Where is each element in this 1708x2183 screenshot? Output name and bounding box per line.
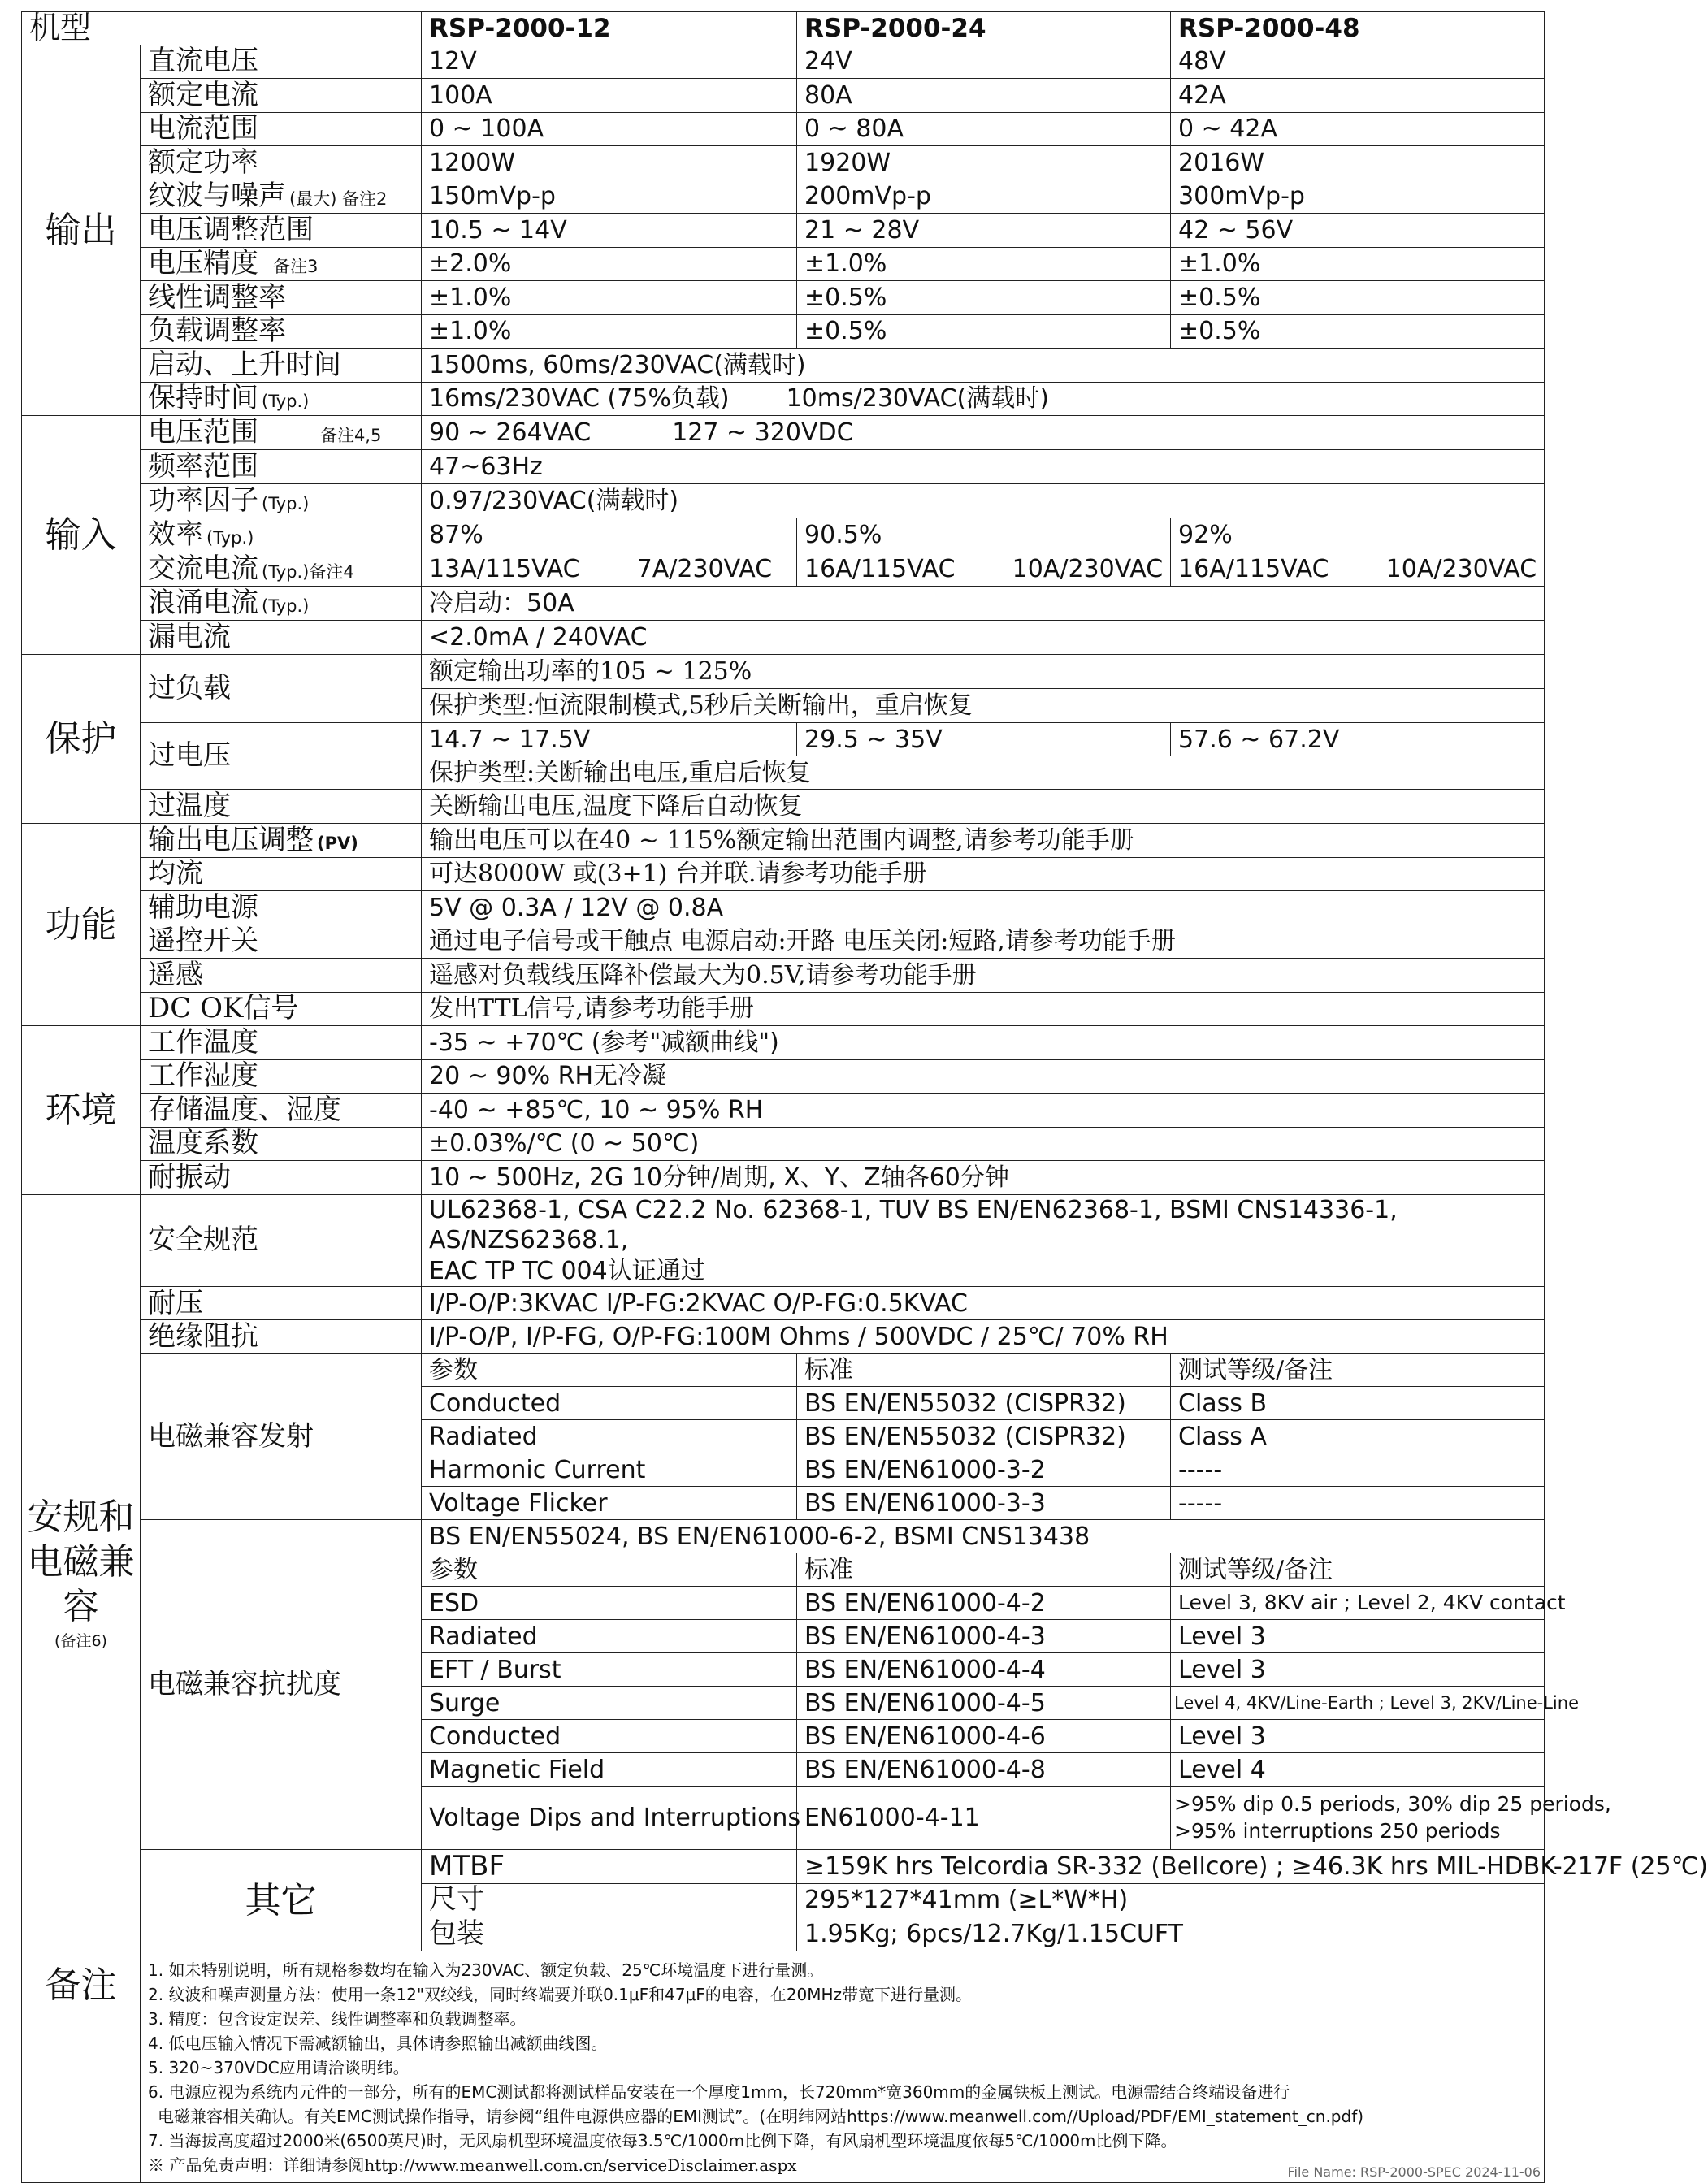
spec-value: 29.5 ~ 35V xyxy=(797,723,1171,756)
table-row xyxy=(22,180,1545,214)
column-header: 标准 xyxy=(797,1553,1171,1587)
emc-standard: BS EN/EN61000-4-8 xyxy=(797,1753,1171,1787)
note-tag: (Typ.) xyxy=(262,494,310,514)
table-row xyxy=(22,1194,1545,1287)
section-environment: 环境 xyxy=(22,1026,141,1195)
column-header: 参数 xyxy=(422,1553,797,1587)
spec-value: 1.95Kg; 6pcs/12.7Kg/1.15CUFT xyxy=(797,1917,1545,1951)
row-label: MTBF xyxy=(422,1850,797,1884)
row-label: 功率因子 (Typ.) xyxy=(141,484,422,518)
row-label: 工作温度 xyxy=(141,1026,422,1060)
notes-list xyxy=(141,1951,1545,2182)
note-tag: (Typ.) xyxy=(206,528,254,548)
table-row xyxy=(22,621,1545,655)
table-row xyxy=(22,112,1545,146)
row-label: 线性调整率 xyxy=(141,281,422,315)
table-row xyxy=(22,959,1545,993)
emc-param: Surge xyxy=(422,1687,797,1720)
emc-standard: BS EN/EN61000-3-3 xyxy=(797,1487,1171,1520)
emc-standard: BS EN/EN61000-4-5 xyxy=(797,1687,1171,1720)
spec-value: 47~63Hz xyxy=(422,450,1545,484)
spec-value: 遥感对负载线压降补偿最大为0.5V,请参考功能手册 xyxy=(422,959,1545,993)
spec-value: 14.7 ~ 17.5V xyxy=(422,723,797,756)
section-others: 其它 xyxy=(141,1850,422,1951)
spec-value: 90 ~ 264VAC 127 ~ 320VDC xyxy=(422,416,1545,450)
row-label: 过电压 xyxy=(141,723,422,790)
table-row xyxy=(22,484,1545,518)
row-label: 辅助电源 xyxy=(141,891,422,925)
spec-value: 10 ~ 500Hz, 2G 10分钟/周期, X、Y、Z轴各60分钟 xyxy=(422,1161,1545,1195)
spec-value: <2.0mA / 240VAC xyxy=(422,621,1545,655)
spec-value: 20 ~ 90% RH无冷凝 xyxy=(422,1059,1545,1094)
row-label: 耐振动 xyxy=(141,1161,422,1195)
table-row xyxy=(22,992,1545,1026)
spec-value: I/P-O/P, I/P-FG, O/P-FG:100M Ohms / 500VDC / 25℃/ 70% RH xyxy=(422,1320,1545,1354)
note-tag: 备注4,5 xyxy=(320,426,382,446)
spec-value: 87% xyxy=(422,518,797,552)
emc-standard: BS EN/EN61000-4-4 xyxy=(797,1653,1171,1687)
spec-value: 0 ~ 100A xyxy=(422,112,797,146)
spec-value: 0.97/230VAC(满载时) xyxy=(422,484,1545,518)
section-protection: 保护 xyxy=(22,655,141,824)
spec-value: 输出电压可以在40 ~ 115%额定输出范围内调整,请参考功能手册 xyxy=(422,824,1545,858)
table-row xyxy=(22,723,1545,756)
spec-value: ±0.5% xyxy=(797,314,1171,349)
emc-param: Voltage Flicker xyxy=(422,1487,797,1520)
spec-value: I/P-O/P:3KVAC I/P-FG:2KVAC O/P-FG:0.5KVAC xyxy=(422,1287,1545,1320)
spec-value: ±0.5% xyxy=(1171,314,1545,349)
note-tag: (Typ.) xyxy=(262,596,310,617)
row-label: 工作湿度 xyxy=(141,1059,422,1094)
emc-level: Level 3 xyxy=(1171,1653,1545,1687)
table-row xyxy=(22,824,1545,858)
row-label: 直流电压 xyxy=(141,45,422,79)
emc-standard: BS EN/EN61000-4-6 xyxy=(797,1720,1171,1753)
emc-param: Magnetic Field xyxy=(422,1753,797,1787)
emc-standard: BS EN/EN55032 (CISPR32) xyxy=(797,1387,1171,1420)
spec-value: ±2.0% xyxy=(422,247,797,281)
row-label: 存储温度、湿度 xyxy=(141,1094,422,1128)
spec-value: ±1.0% xyxy=(422,314,797,349)
spec-value: 42 ~ 56V xyxy=(1171,214,1545,248)
spec-value: 0 ~ 80A xyxy=(797,112,1171,146)
spec-value: 通过电子信号或干触点 电源启动:开路 电压关闭:短路,请参考功能手册 xyxy=(422,925,1545,959)
emc-level: Level 3, 8KV air ; Level 2, 4KV contact xyxy=(1171,1587,1545,1620)
spec-value: BS EN/EN55024, BS EN/EN61000-6-2, BSMI CNS13438 xyxy=(422,1520,1545,1553)
emc-param: Conducted xyxy=(422,1387,797,1420)
note-item: 电磁兼容相关确认。有关EMC测试操作指导，请参阅“组件电源供应器的EMI测试”。(在明纬网站https://www.meanwell.com//Upload/PDF/EMI_statement_cn.pdf) xyxy=(158,2106,1364,2126)
note-item: 7. 当海拔高度超过2000米(6500英尺)时，无风扇机型环境温度依每3.5℃/1000m比例下降，有风扇机型环境温度依每5℃/1000m比例下降。 xyxy=(148,2130,1177,2151)
note-tag: (PV) xyxy=(317,833,358,853)
row-label: 漏电流 xyxy=(141,621,422,655)
spec-value: 12V xyxy=(422,45,797,79)
row-label: 效率 (Typ.) xyxy=(141,518,422,552)
row-label: 纹波与噪声 (最大) 备注2 xyxy=(141,180,422,214)
note-item: 2. 纹波和噪声测量方法：使用一条12"双绞线，同时终端要并联0.1μF和47μF的电容，在20MHz带宽下进行量测。 xyxy=(148,1984,973,2004)
spec-value: 57.6 ~ 67.2V xyxy=(1171,723,1545,756)
emc-param: Harmonic Current xyxy=(422,1453,797,1487)
row-label: DC OK信号 xyxy=(141,992,422,1026)
emc-level: Level 3 xyxy=(1171,1620,1545,1653)
row-label: 电流范围 xyxy=(141,112,422,146)
table-row xyxy=(22,1059,1545,1094)
spec-value: 可达8000W 或(3+1) 台并联.请参考功能手册 xyxy=(422,857,1545,891)
emc-standard: BS EN/EN55032 (CISPR32) xyxy=(797,1420,1171,1453)
spec-value: 发出TTL信号,请参考功能手册 xyxy=(422,992,1545,1026)
spec-value: 100A xyxy=(422,79,797,113)
note-item: ※ 产品免责声明：详细请参阅http://www.meanwell.com.cn/serviceDisclaimer.aspx xyxy=(148,2155,797,2175)
row-label: 启动、上升时间 xyxy=(141,349,422,383)
spec-value: 2016W xyxy=(1171,146,1545,180)
row-label: 输出电压调整 (PV) xyxy=(141,824,422,858)
table-row xyxy=(22,349,1545,383)
table-row xyxy=(22,416,1545,450)
row-label: 均流 xyxy=(141,857,422,891)
row-label: 电压精度 备注3 xyxy=(141,247,422,281)
section-input: 输入 xyxy=(22,416,141,655)
spec-value: -35 ~ +70℃ (参考"减额曲线") xyxy=(422,1026,1545,1060)
spec-value: ±1.0% xyxy=(797,247,1171,281)
table-row xyxy=(22,1850,1545,1884)
table-row xyxy=(22,790,1545,824)
table-row xyxy=(22,79,1545,113)
row-label: 交流电流 (Typ.)备注4 xyxy=(141,552,422,587)
note-item: 1. 如未特别说明，所有规格参数均在输入为230VAC、额定负载、25℃环境温度下进行量测。 xyxy=(148,1960,824,1980)
row-label: 额定电流 xyxy=(141,79,422,113)
row-label: 遥控开关 xyxy=(141,925,422,959)
note-tag: (备注6) xyxy=(54,1631,107,1650)
model-name: RSP-2000-24 xyxy=(797,12,1171,45)
table-row xyxy=(22,146,1545,180)
note-tag: (最大) 备注2 xyxy=(289,189,388,210)
spec-value: 13A/115VAC 7A/230VAC xyxy=(422,552,797,587)
spec-value: 10.5 ~ 14V xyxy=(422,214,797,248)
emc-param: Radiated xyxy=(422,1420,797,1453)
row-label: 电压范围 备注4,5 xyxy=(141,416,422,450)
spec-value: 额定输出功率的105 ~ 125% xyxy=(422,655,1545,689)
model-name: RSP-2000-48 xyxy=(1171,12,1545,45)
emc-level: Level 4 xyxy=(1171,1753,1545,1787)
emc-level: Class A xyxy=(1171,1420,1545,1453)
emc-standard: EN61000-4-11 xyxy=(797,1787,1171,1850)
row-label: 电压调整范围 xyxy=(141,214,422,248)
table-row xyxy=(22,1161,1545,1195)
spec-value: 21 ~ 28V xyxy=(797,214,1171,248)
spec-value: 关断输出电压,温度下降后自动恢复 xyxy=(422,790,1545,824)
section-notes: 备注 xyxy=(22,1951,141,2182)
section-function: 功能 xyxy=(22,824,141,1026)
row-label: 遥感 xyxy=(141,959,422,993)
row-label: 耐压 xyxy=(141,1287,422,1320)
spec-value: 保护类型:关断输出电压,重启后恢复 xyxy=(422,756,1545,790)
spec-value: -40 ~ +85℃, 10 ~ 95% RH xyxy=(422,1094,1545,1128)
table-row xyxy=(22,45,1545,79)
column-header: 测试等级/备注 xyxy=(1171,1354,1545,1387)
emc-param: Conducted xyxy=(422,1720,797,1753)
table-row xyxy=(22,1127,1545,1161)
spec-value: 48V xyxy=(1171,45,1545,79)
model-label: 机型 xyxy=(22,12,422,45)
row-label: 绝缘阻抗 xyxy=(141,1320,422,1354)
emc-standard: BS EN/EN61000-4-3 xyxy=(797,1620,1171,1653)
spec-value: 16ms/230VAC (75%负载) 10ms/230VAC(满载时) xyxy=(422,382,1545,416)
emc-level: >95% dip 0.5 periods, 30% dip 25 periods, >95% interruptions 250 periods xyxy=(1171,1787,1545,1850)
row-label: 温度系数 xyxy=(141,1127,422,1161)
emc-level: Level 4, 4KV/Line-Earth ; Level 3, 2KV/Line-Line xyxy=(1171,1687,1545,1720)
row-label: 包装 xyxy=(422,1917,797,1951)
table-row xyxy=(22,857,1545,891)
table-row xyxy=(22,655,1545,689)
note-tag: (Typ.)备注4 xyxy=(262,562,354,583)
spec-value: 200mVp-p xyxy=(797,180,1171,214)
spec-value: ±1.0% xyxy=(1171,247,1545,281)
table-row xyxy=(22,1520,1545,1553)
note-tag: (Typ.) xyxy=(262,392,310,412)
row-label: 额定功率 xyxy=(141,146,422,180)
row-label: 过温度 xyxy=(141,790,422,824)
emc-level: Class B xyxy=(1171,1387,1545,1420)
spec-value: 0 ~ 42A xyxy=(1171,112,1545,146)
spec-value: 24V xyxy=(797,45,1171,79)
emc-param: ESD xyxy=(422,1587,797,1620)
column-header: 测试等级/备注 xyxy=(1171,1553,1545,1587)
table-row xyxy=(22,281,1545,315)
table-row xyxy=(22,450,1545,484)
spec-value: 80A xyxy=(797,79,1171,113)
spec-value: ±0.5% xyxy=(797,281,1171,315)
row-label: 电磁兼容抗扰度 xyxy=(141,1520,422,1850)
emc-param: Voltage Dips and Interruptions xyxy=(422,1787,797,1850)
row-label: 频率范围 xyxy=(141,450,422,484)
table-row xyxy=(22,1094,1545,1128)
row-label: 负载调整率 xyxy=(141,314,422,349)
table-row xyxy=(22,1287,1545,1320)
spec-table xyxy=(21,10,1708,2183)
spec-value: ≥159K hrs Telcordia SR-332 (Bellcore) ; ≥46.3K hrs MIL-HDBK-217F (25℃) xyxy=(797,1850,1545,1884)
row-label: 电磁兼容发射 xyxy=(141,1354,422,1520)
table-row xyxy=(22,552,1545,587)
spec-value: 保护类型:恒流限制模式,5秒后关断输出，重启恢复 xyxy=(422,689,1545,723)
section-safety-emc: 安规和电磁兼容 (备注6) xyxy=(22,1194,141,1951)
emc-level: ----- xyxy=(1171,1487,1545,1520)
emc-level: Level 3 xyxy=(1171,1720,1545,1753)
spec-value: ±0.5% xyxy=(1171,281,1545,315)
note-item: 3. 精度：包含设定误差、线性调整率和负载调整率。 xyxy=(148,2008,527,2029)
spec-value: 295*127*41mm (≥L*W*H) xyxy=(797,1883,1545,1917)
emc-header-row xyxy=(22,1354,1545,1387)
spec-value: 300mVp-p xyxy=(1171,180,1545,214)
note-item: 4. 低电压输入情况下需减额输出，具体请参照输出减额曲线图。 xyxy=(148,2033,608,2053)
spec-value: 90.5% xyxy=(797,518,1171,552)
emc-param: EFT / Burst xyxy=(422,1653,797,1687)
spec-value: 92% xyxy=(1171,518,1545,552)
table-row xyxy=(22,891,1545,925)
table-row xyxy=(22,518,1545,552)
note-item: 6. 电源应视为系统内元件的一部分，所有的EMC测试都将测试样品安装在一个厚度1mm，长720mm*宽360mm的金属铁板上测试。电源需结合终端设备进行 xyxy=(148,2081,1290,2102)
spec-value: UL62368-1, CSA C22.2 No. 62368-1, TUV BS EN/EN62368-1, BSMI CNS14336-1, AS/NZS62368.1, EAC TP TC 004认证通过 xyxy=(422,1194,1545,1287)
notes-row xyxy=(22,1951,1545,2182)
table-row xyxy=(22,925,1545,959)
model-header-row xyxy=(22,12,1545,45)
column-header: 标准 xyxy=(797,1354,1171,1387)
emc-level: ----- xyxy=(1171,1453,1545,1487)
spec-value: ±0.03%/℃ (0 ~ 50℃) xyxy=(422,1127,1545,1161)
row-label: 保持时间 (Typ.) xyxy=(141,382,422,416)
row-label: 过负载 xyxy=(141,655,422,723)
emc-standard: BS EN/EN61000-4-2 xyxy=(797,1587,1171,1620)
spec-value: 16A/115VAC 10A/230VAC xyxy=(797,552,1171,587)
column-header: 参数 xyxy=(422,1354,797,1387)
table-row xyxy=(22,1026,1545,1060)
emc-standard: BS EN/EN61000-3-2 xyxy=(797,1453,1171,1487)
row-label: 尺寸 xyxy=(422,1883,797,1917)
table-row xyxy=(22,1320,1545,1354)
spec-value: 16A/115VAC 10A/230VAC xyxy=(1171,552,1545,587)
spec-value: 1500ms, 60ms/230VAC(满载时) xyxy=(422,349,1545,383)
table-row xyxy=(22,247,1545,281)
spec-value: 1200W xyxy=(422,146,797,180)
section-output: 输出 xyxy=(22,45,141,416)
spec-value: 1920W xyxy=(797,146,1171,180)
row-label: 安全规范 xyxy=(141,1194,422,1287)
spec-value: ±1.0% xyxy=(422,281,797,315)
note-tag: 备注3 xyxy=(273,257,319,277)
spec-value: 42A xyxy=(1171,79,1545,113)
file-name-footer: File Name: RSP-2000-SPEC 2024-11-06 xyxy=(1287,2164,1541,2180)
emc-param: Radiated xyxy=(422,1620,797,1653)
table-row xyxy=(22,314,1545,349)
table-row xyxy=(22,587,1545,621)
model-name: RSP-2000-12 xyxy=(422,12,797,45)
row-label: 浪涌电流 (Typ.) xyxy=(141,587,422,621)
table-row xyxy=(22,382,1545,416)
table-row xyxy=(22,214,1545,248)
spec-value: 150mVp-p xyxy=(422,180,797,214)
spec-value: 冷启动：50A xyxy=(422,587,1545,621)
note-item: 5. 320~370VDC应用请洽谈明纬。 xyxy=(148,2057,410,2077)
spec-value: 5V @ 0.3A / 12V @ 0.8A xyxy=(422,891,1545,925)
